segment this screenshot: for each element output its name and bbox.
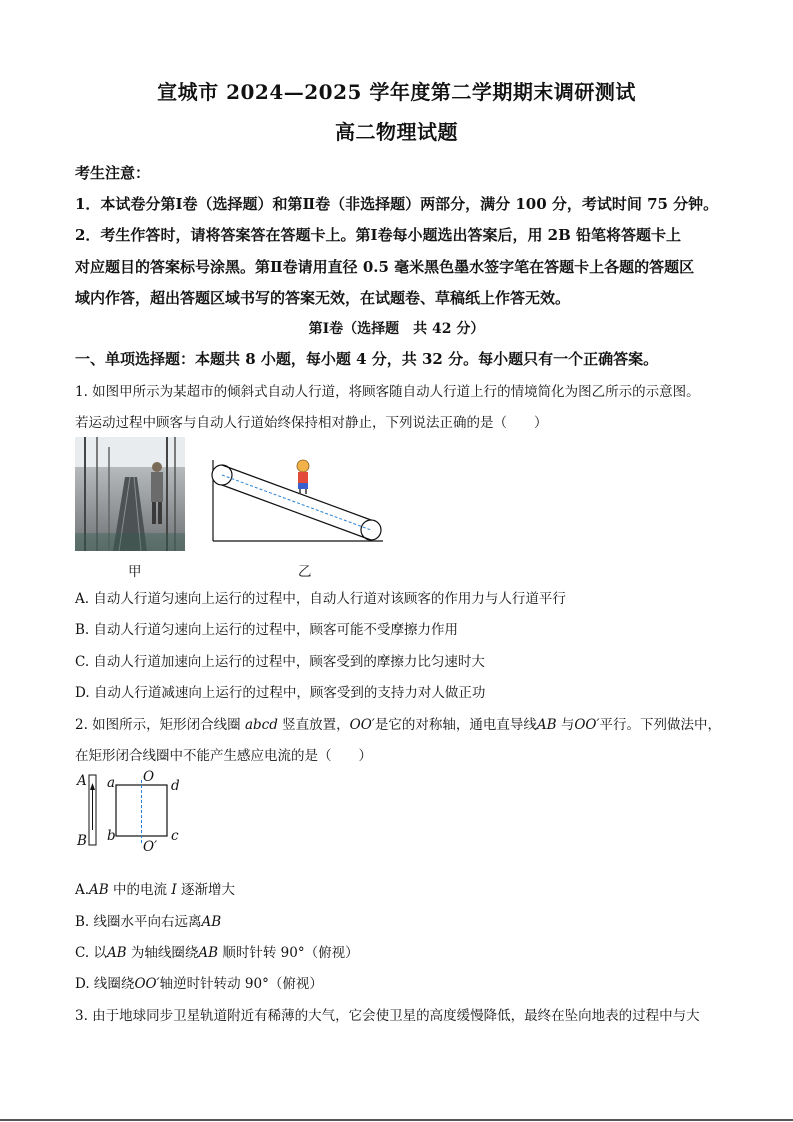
belt-bottom: [222, 485, 371, 540]
label-a-upper: A: [77, 773, 87, 789]
escalator-diagram: [205, 455, 390, 555]
q1-stem-line-1: 1. 如图甲所示为某超市的倾斜式自动人行道，将顾客随自动人行道上行的情境简化为图乙所示的示意图。: [75, 384, 700, 400]
page-title: 宣城市 2024—2025 学年度第二学期期末调研测试: [157, 80, 636, 104]
q2-stem-line-1: 2. 如图所示，矩形闭合线圈 abcd 竖直放置，OO′是它的对称轴，通电直导线AB 与OO′平行。下列做法中，: [75, 717, 722, 733]
figure-label-jia: 甲: [128, 564, 142, 580]
section-heading: 一、单项选择题：本题共 8 小题，每小题 4 分，共 32 分。每小题只有一个正确答案。: [75, 350, 659, 368]
belt-center-dashed: [222, 475, 371, 530]
q2-option-c: C. 以AB 为轴线圈绕AB 顺时针转 90°（俯视）: [75, 945, 359, 961]
notice-heading: 考生注意：: [75, 164, 151, 182]
part-heading: 第Ⅰ卷（选择题 共 42 分）: [308, 321, 485, 337]
q1-option-b: B. 自动人行道匀速向上运行的过程中，顾客可能不受摩擦力作用: [75, 622, 459, 638]
page-subtitle: 高二物理试题: [335, 120, 458, 144]
customer-figure: [297, 460, 309, 494]
q1-stem-line-2: 若运动过程中顾客与自动人行道始终保持相对静止，下列说法正确的是（ ）: [75, 415, 548, 431]
coil-diagram: [70, 768, 190, 858]
q2-option-a: A.AB 中的电流 I 逐渐增大: [75, 882, 235, 898]
notice-item-2-line-1: 2．考生作答时，请将答案答在答题卡上。第Ⅰ卷每小题选出答案后，用 2B 铅笔将答题卡上: [75, 226, 682, 244]
label-c: c: [171, 828, 179, 844]
q3-stem-line-1: 3. 由于地球同步卫星轨道附近有稀薄的大气，它会使卫星的高度缓慢降低，最终在坠向地表的过程中与大: [75, 1008, 700, 1024]
page-bottom-border: [0, 1119, 793, 1121]
notice-item-2-line-2: 对应题目的答案标号涂黑。第Ⅱ卷请用直径 0.5 毫米黑色墨水签字笔在答题卡上各题的答题区: [75, 258, 695, 276]
q2-option-b: B. 线圈水平向右远离AB: [75, 914, 222, 930]
belt-top: [222, 465, 371, 520]
label-o-prime: O′: [143, 839, 158, 855]
escalator-photo: [75, 437, 185, 551]
q1-option-c: C. 自动人行道加速向上运行的过程中，顾客受到的摩擦力比匀速时大: [75, 654, 485, 670]
q2-option-d: D. 线圈绕OO′轴逆时针转动 90°（俯视）: [75, 976, 323, 992]
q2-stem-line-2: 在矩形闭合线圈中不能产生感应电流的是（ ）: [75, 748, 372, 764]
notice-item-2-line-3: 域内作答，超出答题区域书写的答案无效，在试题卷、草稿纸上作答无效。: [75, 289, 571, 307]
label-b: b: [107, 828, 116, 844]
q1-option-d: D. 自动人行道减速向上运行的过程中，顾客受到的支持力对人做正功: [75, 685, 486, 701]
label-o: O: [143, 769, 155, 785]
label-a: a: [107, 775, 116, 791]
figure-label-yi: 乙: [298, 564, 312, 580]
q1-option-a: A. 自动人行道匀速向上运行的过程中，自动人行道对该顾客的作用力与人行道平行: [75, 591, 566, 607]
label-d: d: [171, 778, 180, 794]
notice-item-1: 1．本试卷分第Ⅰ卷（选择题）和第Ⅱ卷（非选择题）两部分，满分 100 分，考试时间 75 分钟。: [75, 195, 719, 213]
label-b-upper: B: [77, 833, 87, 849]
